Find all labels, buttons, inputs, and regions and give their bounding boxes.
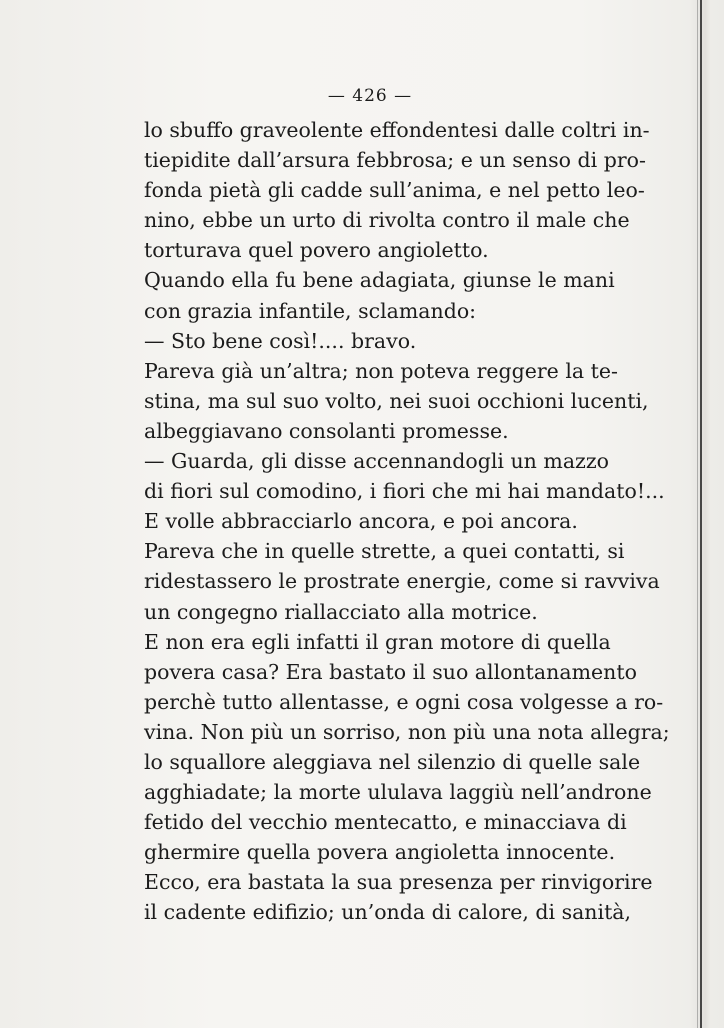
text-line: il cadente edifizio; un’onda di calore, di sanità,: [144, 900, 632, 925]
page-edge-line: [700, 0, 702, 1028]
text-line: agghiadate; la morte ululava laggiù nell’androne: [144, 780, 652, 805]
text-line: vina. Non più un sorriso, non più una nota allegra;: [144, 719, 670, 744]
page-edge-shadow: [690, 0, 724, 1028]
text-line: lo squallore aleggiava nel silenzio di quelle sale: [144, 749, 641, 774]
text-line: — Guarda, gli disse accennandogli un mazzo: [144, 449, 610, 474]
text-line: ghermire quella povera angioletta innocente.: [144, 840, 616, 865]
text-line: di fiori sul comodino, i fiori che mi hai mandato!...: [144, 479, 665, 504]
text-line: albeggiavano consolanti promesse.: [144, 418, 509, 443]
text-line: povera casa? Era bastato il suo allontanamento: [144, 659, 637, 684]
text-line: E volle abbracciarlo ancora, e poi ancora.: [144, 509, 578, 534]
body-text: [144, 115, 670, 928]
text-line: E non era egli infatti il gran motore di quella: [144, 629, 611, 654]
text-line: lo sbuffo graveolente effondentesi dalle coltri in-: [144, 118, 650, 142]
text-line: — Sto bene così!.... bravo.: [144, 328, 417, 353]
text-line: fetido del vecchio mentecatto, e minacciava di: [144, 810, 627, 835]
text-line: stina, ma sul suo volto, nei suoi occhioni lucenti,: [144, 388, 649, 413]
text-line: Pareva che in quelle strette, a quei contatti, si: [144, 539, 625, 564]
page-number: — 426 —: [327, 86, 413, 106]
text-line: perchè tutto allentasse, e ogni cosa volgesse a ro-: [144, 689, 664, 714]
text-line: fonda pietà gli cadde sull’anima, e nel petto leo-: [144, 178, 645, 203]
text-line: torturava quel povero angioletto.: [144, 238, 489, 263]
text-line: ridestassero le prostrate energie, come si ravviva: [144, 569, 660, 594]
text-line: nino, ebbe un urto di rivolta contro il male che: [144, 208, 630, 233]
text-line: tiepidite dall’arsura febbrosa; e un senso di pro-: [144, 148, 646, 173]
text-line: un congegno riallacciato alla motrice.: [144, 599, 538, 624]
text-line: con grazia infantile, sclamando:: [144, 298, 477, 323]
page-edge-line-faint: [697, 0, 698, 1028]
text-line: Ecco, era bastata la sua presenza per rinvigorire: [144, 870, 653, 895]
text-line: Quando ella fu bene adagiata, giunse le mani: [144, 268, 615, 293]
text-line: Pareva già un’altra; non poteva reggere la te-: [144, 358, 618, 383]
